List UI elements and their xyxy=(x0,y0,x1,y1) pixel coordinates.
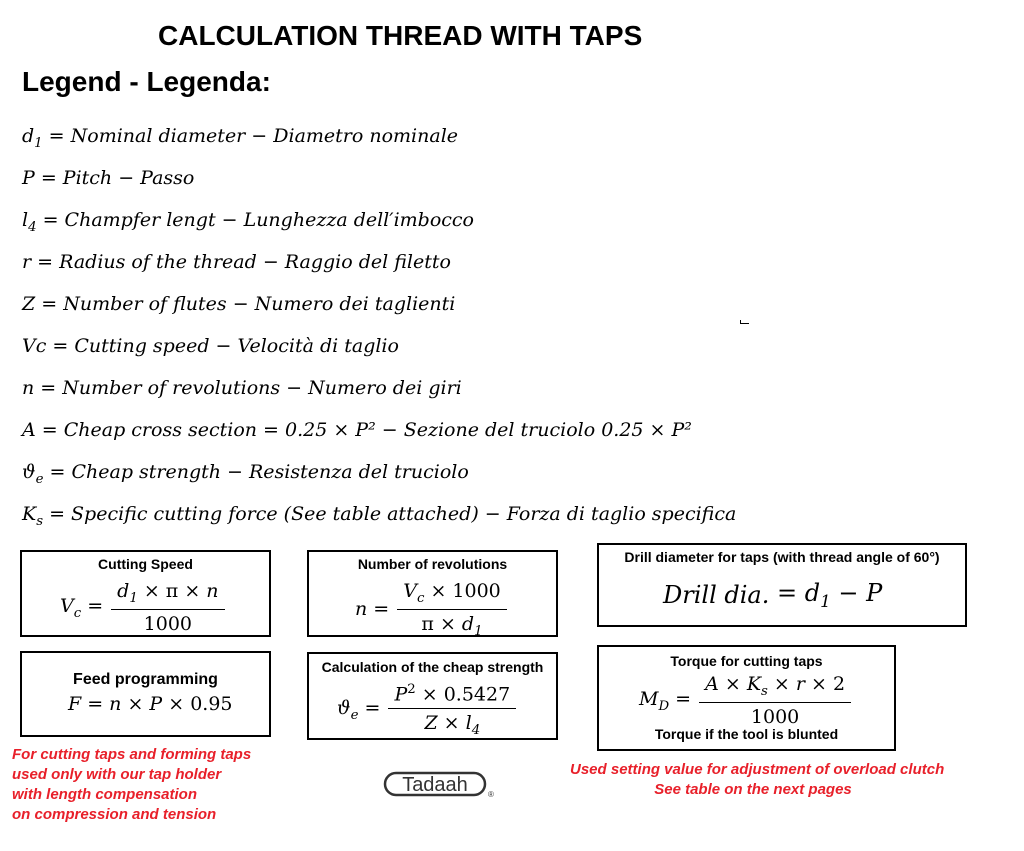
drill-diameter-formula: Drill dia. = $d_1 - P$ xyxy=(663,579,883,611)
torque-title: Torque for cutting taps xyxy=(670,653,823,669)
cheap-strength-title: Calculation of the cheap strength xyxy=(321,659,544,675)
torque-footer: Torque if the tool is blunted xyxy=(654,726,839,742)
cutting-speed-title: Cutting Speed xyxy=(98,556,193,572)
legend-item: Z = Number of flutes − Numero dei taglienti xyxy=(22,293,456,315)
legend-item: $ϑ_e$ = Cheap strength − Resistenza del truciolo xyxy=(22,461,469,487)
legend-item: $l_4$ = Champfer lengt − Lunghezza dell′imbocco xyxy=(22,209,474,235)
left-note: For cutting taps and forming taps used only with our tap holder with length compensation on compression and tension xyxy=(12,746,252,823)
legend-item: P = Pitch − Passo xyxy=(22,167,195,189)
drill-diameter-box xyxy=(597,543,967,627)
legend-item: $K_s$ = Specific cutting force (See table attached) − Forza di taglio specifica xyxy=(22,503,737,529)
revolutions-title: Number of revolutions xyxy=(357,556,508,572)
legend-item: Vc = Cutting speed − Velocità di taglio xyxy=(22,335,399,357)
tadaah-logo xyxy=(383,770,495,800)
svg-text:®: ® xyxy=(488,790,494,799)
page-title: CALCULATION THREAD WITH TAPS xyxy=(158,20,643,51)
cutting-speed-box xyxy=(20,550,271,637)
feed-programming-title: Feed programming xyxy=(73,671,218,688)
legend-heading: Legend - Legenda: xyxy=(22,66,271,97)
svg-text:Tadaah: Tadaah xyxy=(402,774,468,796)
legend-item: n = Number of revolutions − Numero dei giri xyxy=(22,377,462,399)
legend-item: $d_1$ = Nominal diameter − Diametro nominale xyxy=(22,125,459,151)
revolutions-box xyxy=(307,550,558,637)
torque-box xyxy=(597,645,896,751)
legend-item: r = Radius of the thread − Raggio del filetto xyxy=(22,251,451,273)
revolutions-formula: n = $\frac{V_c \times 1000}{\pi \times d_1}$ xyxy=(355,580,515,639)
torque-formula: $M_D$ = $\frac{A \times K_s \times r \times 2}{1000}$ xyxy=(639,673,859,728)
feed-programming-formula: F = n × P × 0.95 xyxy=(68,693,233,715)
legend-list xyxy=(22,122,736,542)
right-note: Used setting value for adjustment of overload clutch See table on the next pages xyxy=(570,761,945,798)
drill-diameter-title: Drill diameter for taps (with thread angle of 60°) xyxy=(624,549,940,565)
cheap-strength-formula: $ϑ_e$ = $\frac{P^2 \times 0.5427}{Z \times l_4}$ xyxy=(337,682,524,738)
feed-programming-box xyxy=(20,651,271,737)
legend-item: A = Cheap cross section = 0.25 × P² − Sezione del truciolo 0.25 × P² xyxy=(22,419,692,441)
cheap-strength-box xyxy=(307,652,558,740)
stray-mark xyxy=(740,320,749,324)
cutting-speed-formula: $V_c$ = $\frac{d_1 \times \pi \times n}{1000}$ xyxy=(60,580,233,635)
